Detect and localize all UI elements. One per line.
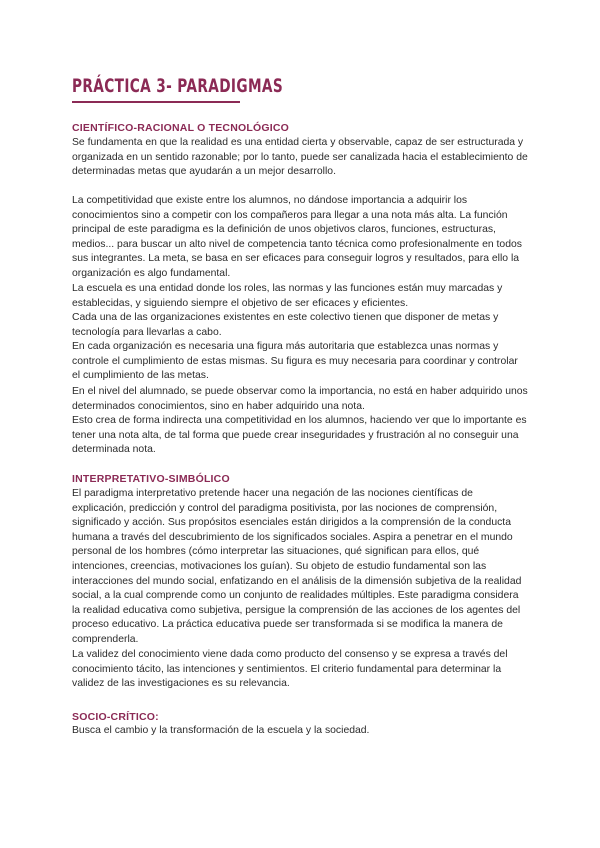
page-title: PRÁCTICA 3- PARADIGMAS bbox=[72, 75, 284, 97]
paragraph: Se fundamenta en que la realidad es una entidad cierta y observable, capaz de ser estructurada y organizada en un sentido razonable; por lo tanto, puede ser canalizada hacia el establecimiento de determinadas metas que ayudarán a un mejor desarrollo. bbox=[72, 137, 528, 178]
paragraph: Esto crea de forma indirecta una competitividad en los alumnos, haciendo ver que lo importante es tener una nota alta, de tal forma que puede crear inseguridades y frustración al no conseguir una determinada nota. bbox=[72, 415, 527, 456]
section-heading-sociocritico: SOCIO-CRÍTICO: bbox=[72, 711, 159, 723]
paragraph: Cada una de las organizaciones existentes en este colectivo tienen que disponer de metas y tecnología para llevarlas a cabo. bbox=[72, 312, 499, 338]
paragraph: La escuela es una entidad donde los roles, las normas y las funciones están muy marcadas y establecidas, y siguiendo siempre el objetivo de ser eficaces y eficientes. bbox=[72, 283, 503, 309]
paragraph: El paradigma interpretativo pretende hacer una negación de las nociones científicas de explicación, predicción y control del paradigma positivista, por las nociones de comprensión, significado y acción. Sus propósitos esenciales están dirigidos a la comprensión de la conducta humana a través del descubrimiento de los significados sociales. Aspira a penetrar en el mundo personal de los hombres (cómo interpretar las situaciones, qué significan para ellos, qué intenciones, creencias, motivaciones los guían). Su objeto de estudio fundamental son las interacciones del mundo social, enfatizando en el análisis de la dimensión subjetiva de la realidad social, a la cual comprende como un conjunto de realidades múltiples. Este paradigma considera la realidad educativa como subjetiva, persigue la comprensión de las acciones de los agentes del proceso educativo. La práctica educativa puede ser transformada si se modifica la manera de comprenderla. bbox=[72, 488, 522, 645]
paragraph: Busca el cambio y la transformación de la escuela y la sociedad. bbox=[72, 725, 370, 736]
paragraph: La competitividad que existe entre los alumnos, no dándose importancia a adquirir los conocimientos sino a competir con los compañeros para llegar a una nota más alta. La función principal de este paradigma es la definición de unos objetivos claros, funciones, estructuras, medios... para buscar un alto nivel de competencia tanto técnica como profesionalmente en todos sus integrantes. La meta, se basa en ser eficaces para conseguir logros y resultados, para ello la organización es algo fundamental. bbox=[72, 195, 522, 279]
paragraph: En cada organización es necesaria una figura más autoritaria que establezca unas normas y controle el cumplimiento de estas mismas. Su figura es muy necesaria para coordinar y controlar el cumplimiento de las metas. bbox=[72, 341, 518, 382]
paragraph: La validez del conocimiento viene dada como producto del consenso y se expresa a través del conocimiento tácito, las intenciones y sentimientos. El criterio fundamental para determinar la validez de las investigaciones es su relevancia. bbox=[72, 649, 508, 690]
section-heading-interpretativo: INTERPRETATIVO-SIMBÓLICO bbox=[72, 473, 230, 485]
section-heading-cientifico: CIENTÍFICO-RACIONAL O TECNOLÓGICO bbox=[72, 122, 289, 134]
paragraph: En el nivel del alumnado, se puede observar como la importancia, no está en haber adquirido unos determinados conocimientos, sino en haber adquirido una nota. bbox=[72, 386, 528, 412]
title-underline bbox=[72, 101, 240, 103]
